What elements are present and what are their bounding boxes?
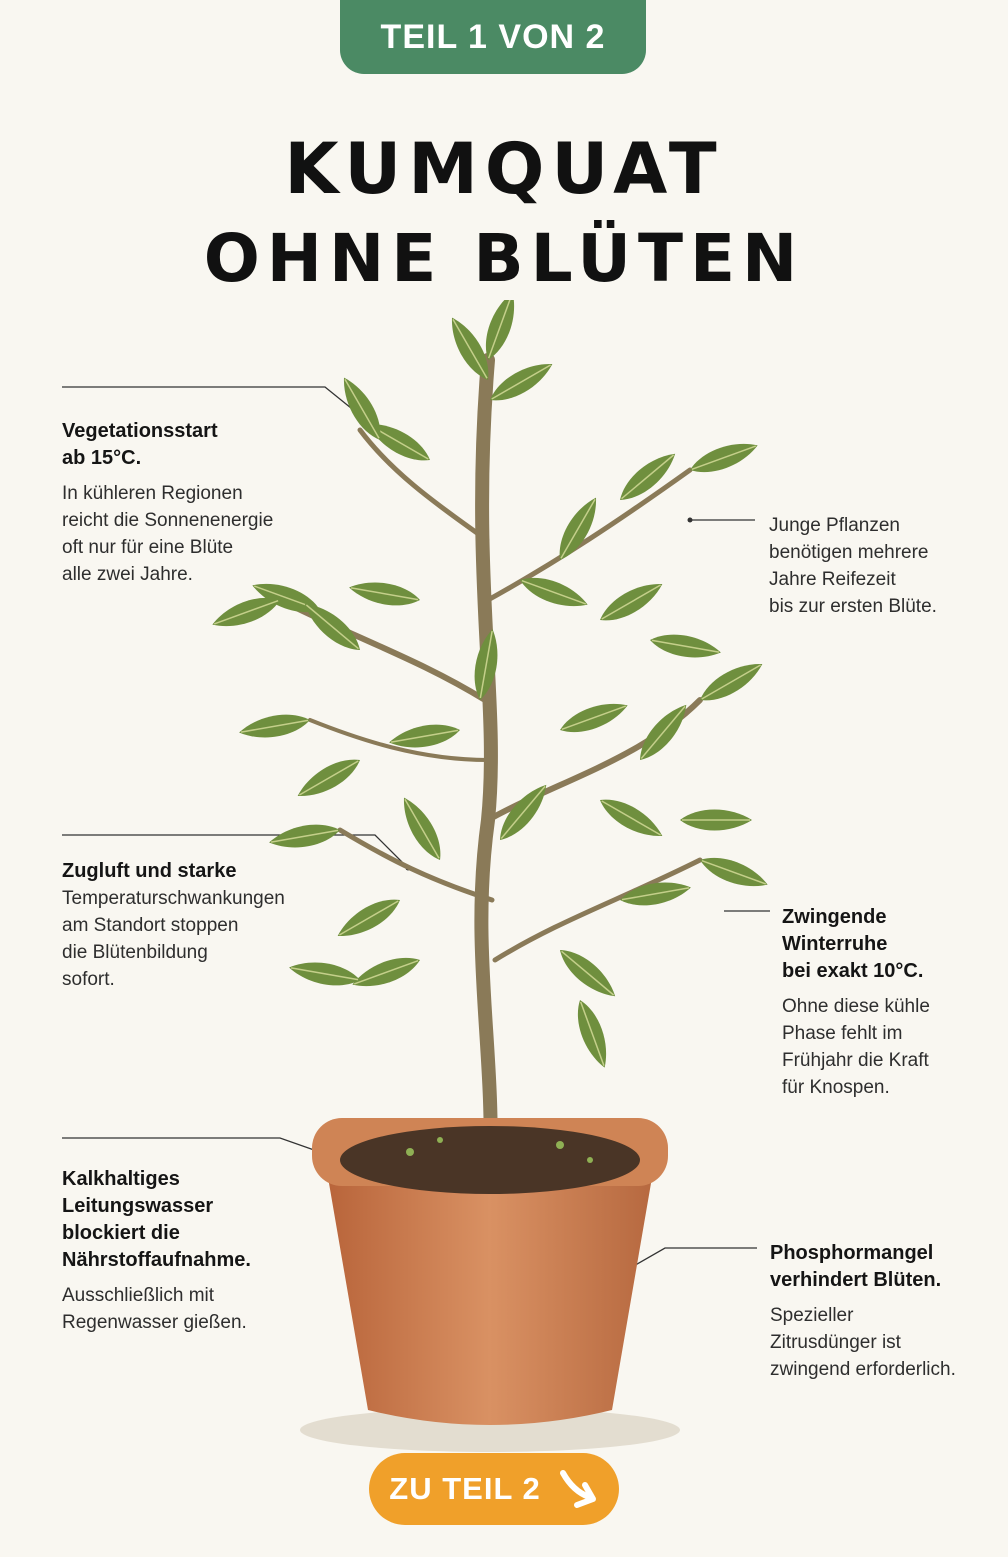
note-heading: Zwingende Winterruhe bei exakt 10°C. xyxy=(782,906,924,982)
note-body: In kühleren Regionen reicht die Sonnenenergie oft nur für eine Blüte alle zwei Jahre. xyxy=(62,483,274,585)
note-body: Temperaturschwankungen am Standort stoppen die Blütenbildung sofort. xyxy=(62,888,285,990)
part-indicator-label: TEIL 1 VON 2 xyxy=(380,17,606,56)
note-heading: Phosphormangel verhindert Blüten. xyxy=(770,1242,942,1291)
note-tap-water xyxy=(62,1166,292,1336)
note-heading: Vegetationsstart ab 15°C. xyxy=(62,420,218,469)
note-vegetation-start xyxy=(62,418,312,588)
next-part-label: ZU TEIL 2 xyxy=(389,1471,541,1506)
note-phosphorus xyxy=(770,1240,995,1383)
note-body: Junge Pflanzen benötigen mehrere Jahre Reifezeit bis zur ersten Blüte. xyxy=(769,515,937,617)
note-body: Ausschließlich mit Regenwasser gießen. xyxy=(62,1285,247,1333)
note-heading: Kalkhaltiges Leitungswasser blockiert die Nährstoffaufnahme. xyxy=(62,1168,251,1271)
note-young-plants xyxy=(769,512,989,620)
note-body: Spezieller Zitrusdünger ist zwingend erforderlich. xyxy=(770,1305,956,1380)
part-indicator-tab xyxy=(340,0,646,74)
note-winter-rest xyxy=(782,904,992,1101)
note-heading: Zugluft und starke xyxy=(62,860,237,882)
note-draft xyxy=(62,858,322,993)
title-line-2: OHNE BLÜTEN xyxy=(203,220,805,297)
title-line-1: KUMQUAT xyxy=(284,128,724,210)
arrow-down-right-icon xyxy=(555,1467,599,1511)
next-part-button[interactable] xyxy=(369,1453,619,1525)
note-body: Ohne diese kühle Phase fehlt im Frühjahr die Kraft für Knospen. xyxy=(782,996,930,1098)
